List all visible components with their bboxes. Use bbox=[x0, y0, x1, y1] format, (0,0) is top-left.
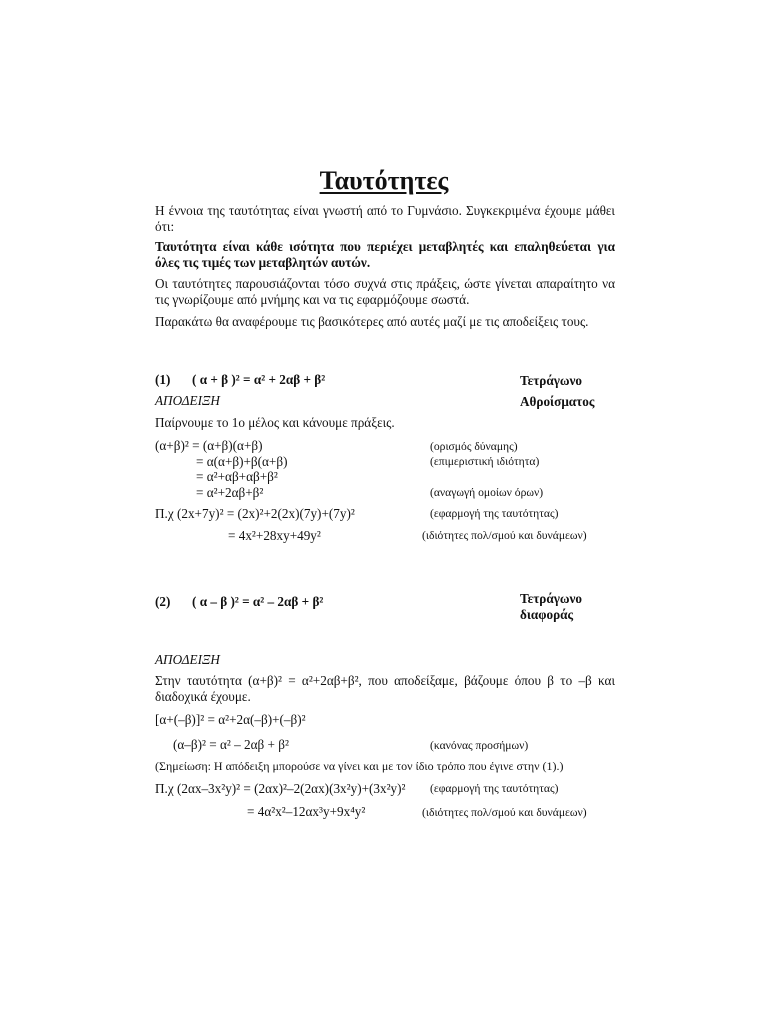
definition-paragraph: Ταυτότητα είναι κάθε ισότητα που περιέχει μεταβλητές και επαληθεύεται για όλες τις τιμές των μεταβλητών αυτών. bbox=[155, 239, 615, 270]
section1-step-1-note: (ορισμός δύναμης) bbox=[430, 440, 518, 453]
section2-example: Π.χ (2αx–3x²y)² = (2αx)²–2(2αx)(3x²y)+(3x²y)² bbox=[155, 781, 406, 796]
section2-remark: (Σημείωση: Η απόδειξη μπορούσε να γίνει και με τον ίδιο τρόπο που έγινε στην (1).) bbox=[155, 759, 564, 773]
section1-name-line1: Τετράγωνο bbox=[520, 373, 583, 388]
section2-formula: ( α – β )² = α² – 2αβ + β² bbox=[192, 594, 324, 609]
section2-name-line2: διαφοράς bbox=[520, 607, 574, 622]
section2-step-1: [α+(–β)]² = α²+2α(–β)+(–β)² bbox=[155, 712, 306, 727]
section1-proof-intro: Παίρνουμε το 1ο μέλος και κάνουμε πράξεις. bbox=[155, 415, 395, 430]
frequency-paragraph: Οι ταυτότητες παρουσιάζονται τόσο συχνά στις πράξεις, ώστε γίνεται απαραίτητο να τις γνωρίζουμε από μνήμης και να τις εφαρμόζουμε σωστά. bbox=[155, 276, 615, 307]
section2-example-result: = 4α²x²–12αx³y+9x⁴y² bbox=[247, 804, 366, 819]
section1-step-1: (α+β)² = (α+β)(α+β) bbox=[155, 438, 263, 453]
section1-example-result: = 4x²+28xy+49y² bbox=[228, 528, 321, 543]
section1-example-result-note: (ιδιότητες πολ/σμού και δυνάμεων) bbox=[422, 529, 587, 542]
section1-number: (1) bbox=[155, 372, 171, 387]
section1-step-4: = α²+2αβ+β² bbox=[196, 485, 264, 500]
overview-paragraph: Παρακάτω θα αναφέρουμε τις βασικότερες από αυτές μαζί με τις αποδείξεις τους. bbox=[155, 314, 589, 329]
section1-example-note: (εφαρμογή της ταυτότητας) bbox=[430, 507, 559, 520]
section1-proof-label: ΑΠΟΔΕΙΞΗ bbox=[155, 393, 220, 408]
section2-name-line1: Τετράγωνο bbox=[520, 591, 583, 606]
section1-example: Π.χ (2x+7y)² = (2x)²+2(2x)(7y)+(7y)² bbox=[155, 506, 355, 521]
section2-number: (2) bbox=[155, 594, 171, 609]
section2-step-2: (α–β)² = α² – 2αβ + β² bbox=[173, 737, 289, 752]
section1-step-3: = α²+αβ+αβ+β² bbox=[196, 469, 278, 484]
section1-step-2-note: (επιμεριστική ιδιότητα) bbox=[430, 455, 540, 468]
section2-step-2-note: (κανόνας προσήμων) bbox=[430, 739, 529, 752]
intro-paragraph: Η έννοια της ταυτότητας είναι γνωστή από το Γυμνάσιο. Συγκεκριμένα έχουμε μάθει ότι: bbox=[155, 203, 615, 234]
section1-step-4-note: (αναγωγή ομοίων όρων) bbox=[430, 486, 544, 499]
section1-name-line2: Αθροίσματος bbox=[520, 394, 595, 409]
section2-example-result-note: (ιδιότητες πολ/σμού και δυνάμεων) bbox=[422, 806, 587, 819]
section1-formula: ( α + β )² = α² + 2αβ + β² bbox=[192, 372, 326, 387]
section2-proof-label: ΑΠΟΔΕΙΞΗ bbox=[155, 652, 220, 667]
section1-step-2: = α(α+β)+β(α+β) bbox=[196, 454, 288, 469]
page-title: Ταυτότητες bbox=[319, 166, 449, 195]
section2-example-note: (εφαρμογή της ταυτότητας) bbox=[430, 782, 559, 795]
section2-proof-intro: Στην ταυτότητα (α+β)² = α²+2αβ+β², που αποδείξαμε, βάζουμε όπου β το –β και διαδοχικά έχουμε. bbox=[155, 673, 615, 704]
